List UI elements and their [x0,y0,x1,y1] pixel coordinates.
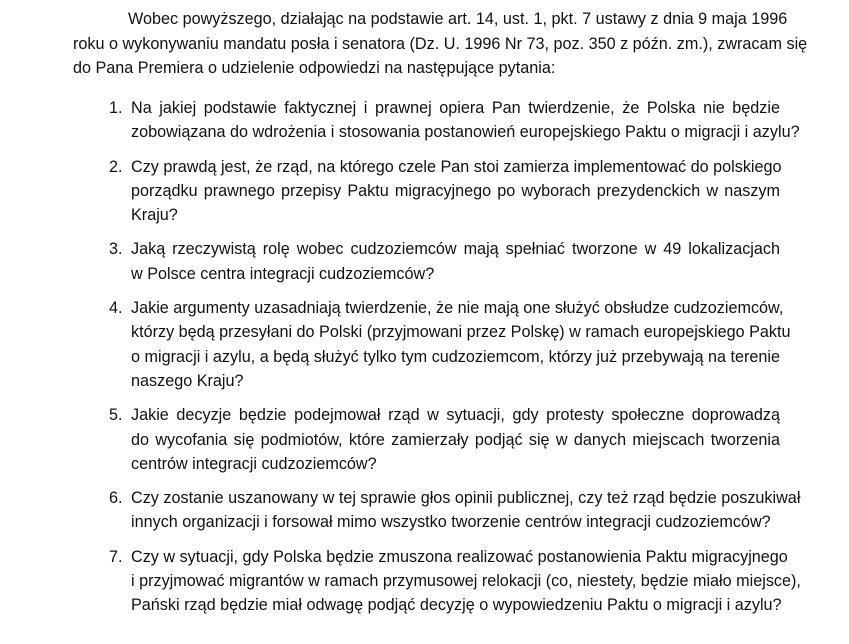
question-line: i przyjmować migrantów w ramach przymusowej relokacji (co, niestety, będzie miało miejsce), [131,572,801,591]
question-line: w Polsce centra integracji cudzoziemców? [131,264,435,283]
question-line: Czy w sytuacji, gdy Polska będzie zmuszona realizować postanowienia Paktu migracyjnego [131,547,788,566]
question-item [102,155,780,228]
question-line: Czy zostanie uszanowany w tej sprawie głos opinii publicznej, czy też rząd będzie poszukiwał [131,489,801,508]
question-line: Jakie argumenty uzasadniają twierdzenie, że nie mają one służyć obsłudze cudzoziemców, [131,299,784,318]
question-line: do wycofania się podmiotów, które zamierzały podjąć się w danych miejscach tworzenia [131,430,780,449]
question-line: Pański rząd będzie miał odwagę podjąć decyzję o wypowiedzeniu Paktu o migracji i azylu? [131,596,782,615]
questions-list [102,96,801,628]
question-line: o migracji i azylu, a będą służyć tylko tym cudzoziemcom, którzy już przebywają na terenie [131,347,780,366]
question-line: którzy będą przesyłani do Polski (przyjmowani przez Polskę) w ramach europejskiego Paktu [131,323,791,342]
question-line: centrów integracji cudzoziemców? [131,454,377,473]
intro-line: roku o wykonywaniu mandatu posła i senatora (Dz. U. 1996 Nr 73, poz. 350 z późn. zm.), zwracam się [73,34,808,53]
question-line: innych organizacji i forsował mimo wszystko tworzenie centrów integracji cudzoziemców? [131,513,771,532]
question-line: zobowiązana do wdrożenia i stosowania postanowień europejskiego Paktu o migracji i azylu? [131,123,800,142]
question-line: porządku prawnego przepisy Paktu migracyjnego po wyborach prezydenckich w naszym [131,181,780,200]
question-line: Jaką rzeczywistą rolę wobec cudzoziemców mają spełniać tworzone w 49 lokalizacjach [131,240,780,259]
question-number: 2. [109,157,123,176]
question-number: 7. [109,547,123,566]
question-line: Na jakiej podstawie faktycznej i prawnej opiera Pan twierdzenie, że Polska nie będzie [131,99,780,117]
intro-line: Wobec powyższego, działając na podstawie art. 14, ust. 1, pkt. 7 ustawy z dnia 9 maja 1996 [128,10,788,28]
question-number: 5. [109,406,123,425]
question-line: Jakie decyzje będzie podejmował rząd w sytuacji, gdy protesty społeczne doprowadzą [131,406,780,425]
intro-paragraph [73,7,808,81]
intro-line: do Pana Premiera o udzielenie odpowiedzi na następujące pytania: [73,59,556,77]
question-line: Czy prawdą jest, że rząd, na którego czele Pan stoi zamierza implementować do polskiego [131,157,782,176]
question-item [102,237,780,286]
question-line: naszego Kraju? [131,371,244,390]
question-item [102,296,791,393]
question-line: Kraju? [131,206,178,225]
question-item [102,545,801,618]
question-item [102,486,801,535]
question-number: 4. [109,299,123,318]
question-item [102,96,800,145]
question-number: 6. [109,489,123,508]
question-number: 3. [109,240,123,259]
question-item [102,403,780,476]
question-number: 1. [109,99,123,117]
